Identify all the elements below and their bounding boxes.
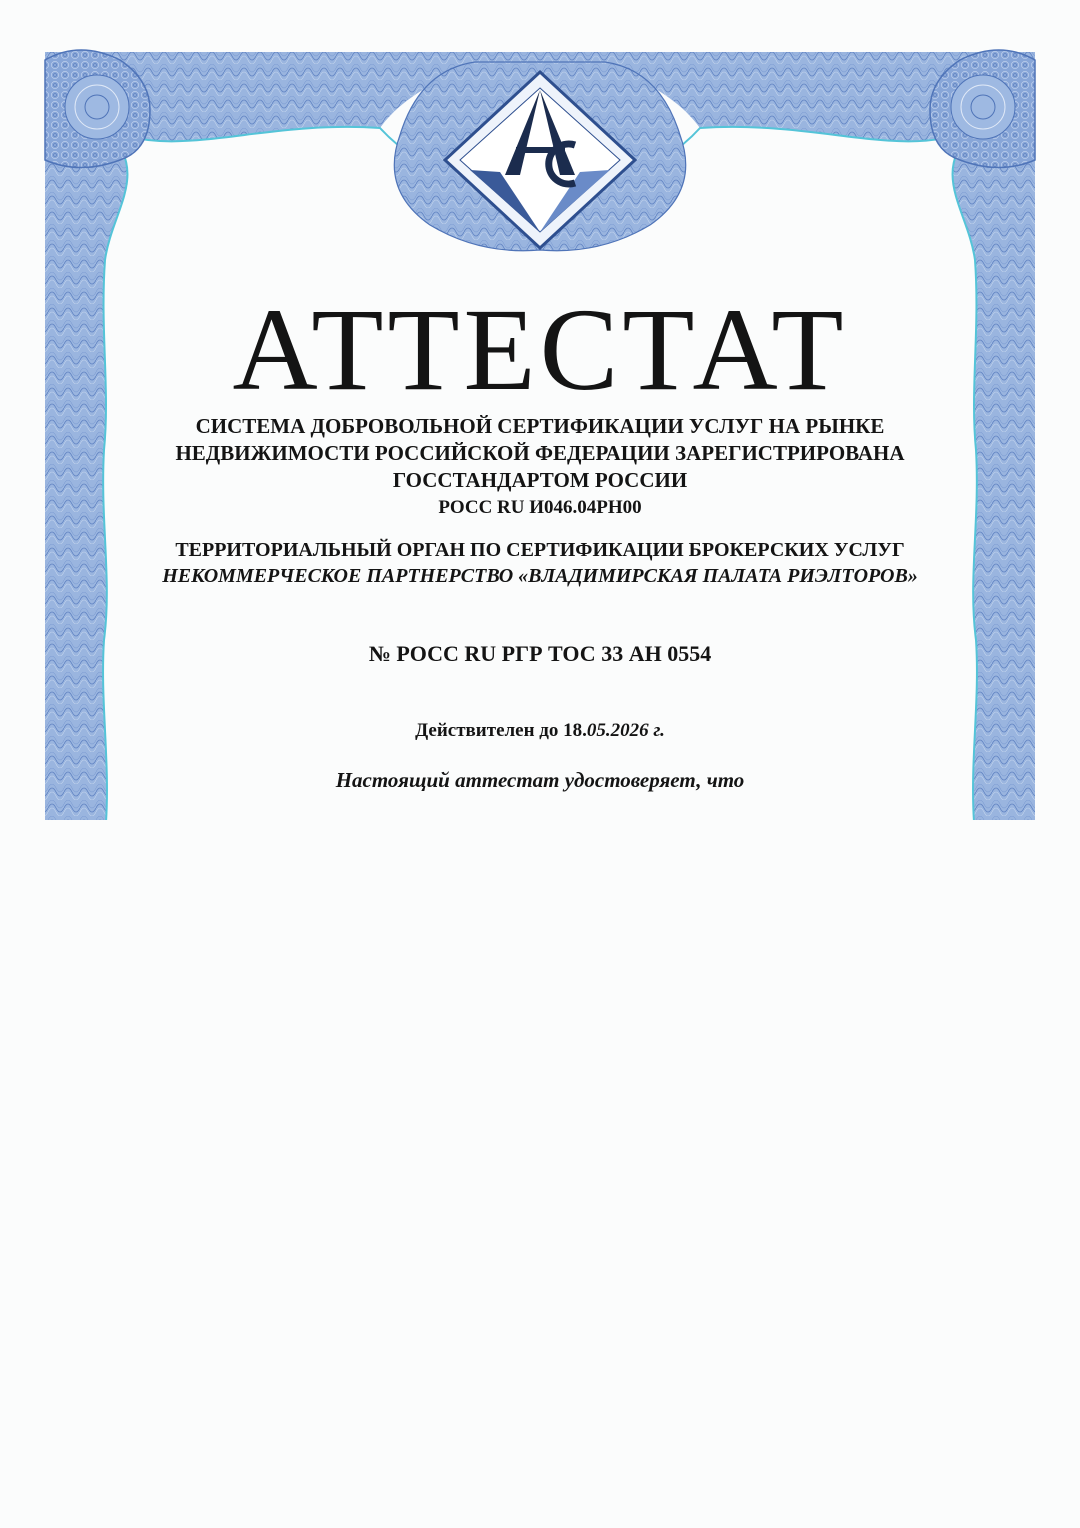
certification-system-info — [110, 413, 970, 521]
system-line-3: ГОССТАНДАРТОМ РОССИИ — [392, 468, 688, 492]
validity-prefix: Действителен до 18. — [415, 720, 587, 741]
validity — [110, 719, 970, 743]
emblem-medallion — [394, 62, 685, 251]
validity-date: 05.2026 г. — [586, 720, 665, 741]
blank-area — [0, 820, 1080, 1528]
territorial-body — [110, 537, 970, 589]
system-registration-number: РОСС RU И046.04РН00 — [438, 497, 642, 518]
territorial-line-2: НЕКОММЕРЧЕСКОЕ ПАРТНЕРСТВО «ВЛАДИМИРСКАЯ ПАЛАТА РИЭЛТОРОВ» — [162, 565, 918, 587]
certificate-title: АТТЕСТАТ — [232, 284, 848, 415]
attests-statement: Настоящий аттестат удостоверяет, что — [335, 768, 745, 792]
system-line-2: НЕДВИЖИМОСТИ РОССИЙСКОЙ ФЕДЕРАЦИИ ЗАРЕГИСТРИРОВАНА — [175, 441, 905, 465]
system-line-1: СИСТЕМА ДОБРОВОЛЬНОЙ СЕРТИФИКАЦИИ УСЛУГ НА РЫНКЕ — [195, 414, 885, 438]
certificate-number: № РОСС RU РГР ТОС 33 АН 0554 — [368, 641, 712, 666]
territorial-line-1: ТЕРРИТОРИАЛЬНЫЙ ОРГАН ПО СЕРТИФИКАЦИИ БРОКЕРСКИХ УСЛУГ — [175, 539, 905, 561]
